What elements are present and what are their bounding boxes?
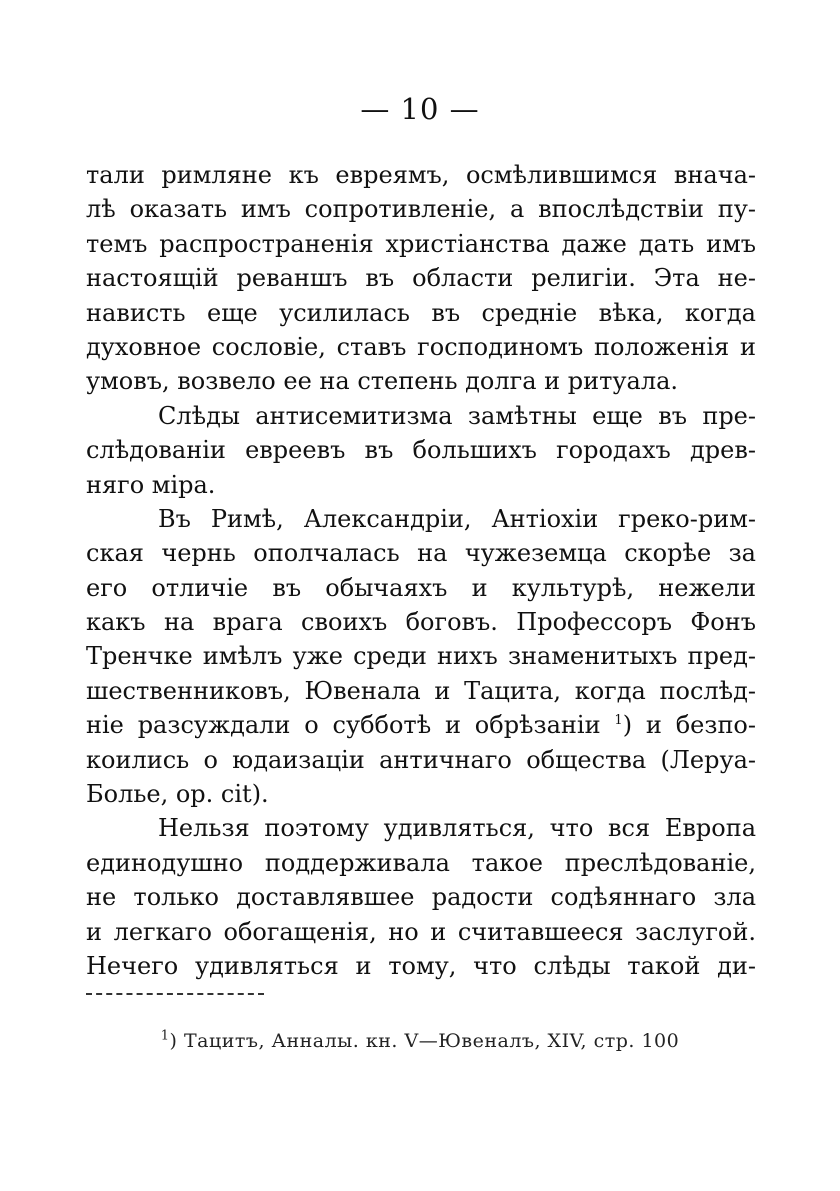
page-number: — 10 — <box>360 92 480 126</box>
footnote-marker: 1 <box>160 1028 170 1044</box>
text-line: умовъ, возвело ее на степень долга и ритуала. <box>86 367 679 396</box>
text-line: Нельзя поэтому удивляться, что вся Европа <box>158 814 756 843</box>
text-line: единодушно поддерживала такое преслѣдованіе, <box>86 848 756 877</box>
text-line: духовное сословіе, ставъ господиномъ положенія и <box>86 332 756 361</box>
text-line: Нечего удивляться и тому, что слѣды такой ди- <box>86 951 756 980</box>
text-line: няго міра. <box>86 470 216 499</box>
text-line: нависть еще усилилась въ средніе вѣка, когда <box>86 298 756 327</box>
text-line: его отличіе въ обычаяхъ и культурѣ, нежели <box>86 573 756 602</box>
text-line: темъ распространенія христіанства даже дать имъ <box>86 229 756 258</box>
text-line: настоящій реваншъ въ области религіи. Эта не- <box>86 264 756 293</box>
text-line: и легкаго обогащенія, но и считавшееся заслугой. <box>86 917 756 946</box>
text-line: Тренчке имѣлъ уже среди нихъ знаменитыхъ пред- <box>86 642 756 671</box>
footnote <box>0 1030 840 1052</box>
text-line: какъ на врага своихъ боговъ. Профессоръ Фонъ <box>86 608 756 637</box>
text-line: слѣдованіи евреевъ въ большихъ городахъ древ- <box>86 436 756 465</box>
text-line: коились о юдаизаціи античнаго общества (Леруа- <box>86 745 756 774</box>
text-line: ская чернь ополчалась на чужеземца скорѣе за <box>86 539 756 568</box>
body-text <box>86 158 756 983</box>
text-segment: ) и безпо- <box>622 711 756 740</box>
text-line: Слѣды антисемитизма замѣтны еще въ пре- <box>158 401 756 430</box>
text-line: не только доставлявшее радости содѣяннаго зла <box>86 883 756 912</box>
text-segment: ніе разсуждали о субботѣ и обрѣзаніи <box>86 711 601 740</box>
footnote-text: ) Тацитъ, Анналы. кн. V—Ювеналъ, XIV, стр. 100 <box>169 1030 680 1052</box>
footnote-divider <box>86 993 264 995</box>
footnote-reference[interactable]: 1 <box>614 713 623 729</box>
text-line: тали римляне къ евреямъ, осмѣлившимся внача- <box>86 161 756 189</box>
text-line: шественниковъ, Ювенала и Тацита, когда послѣд- <box>86 676 756 705</box>
text-line: лѣ оказать имъ сопротивленіе, а впослѣдствіи пу- <box>86 195 756 224</box>
text-line-with-footnote <box>86 708 756 742</box>
text-line: Болье, op. cit). <box>86 780 269 809</box>
text-line: Въ Римѣ, Александріи, Антіохіи греко-рим- <box>158 504 756 533</box>
